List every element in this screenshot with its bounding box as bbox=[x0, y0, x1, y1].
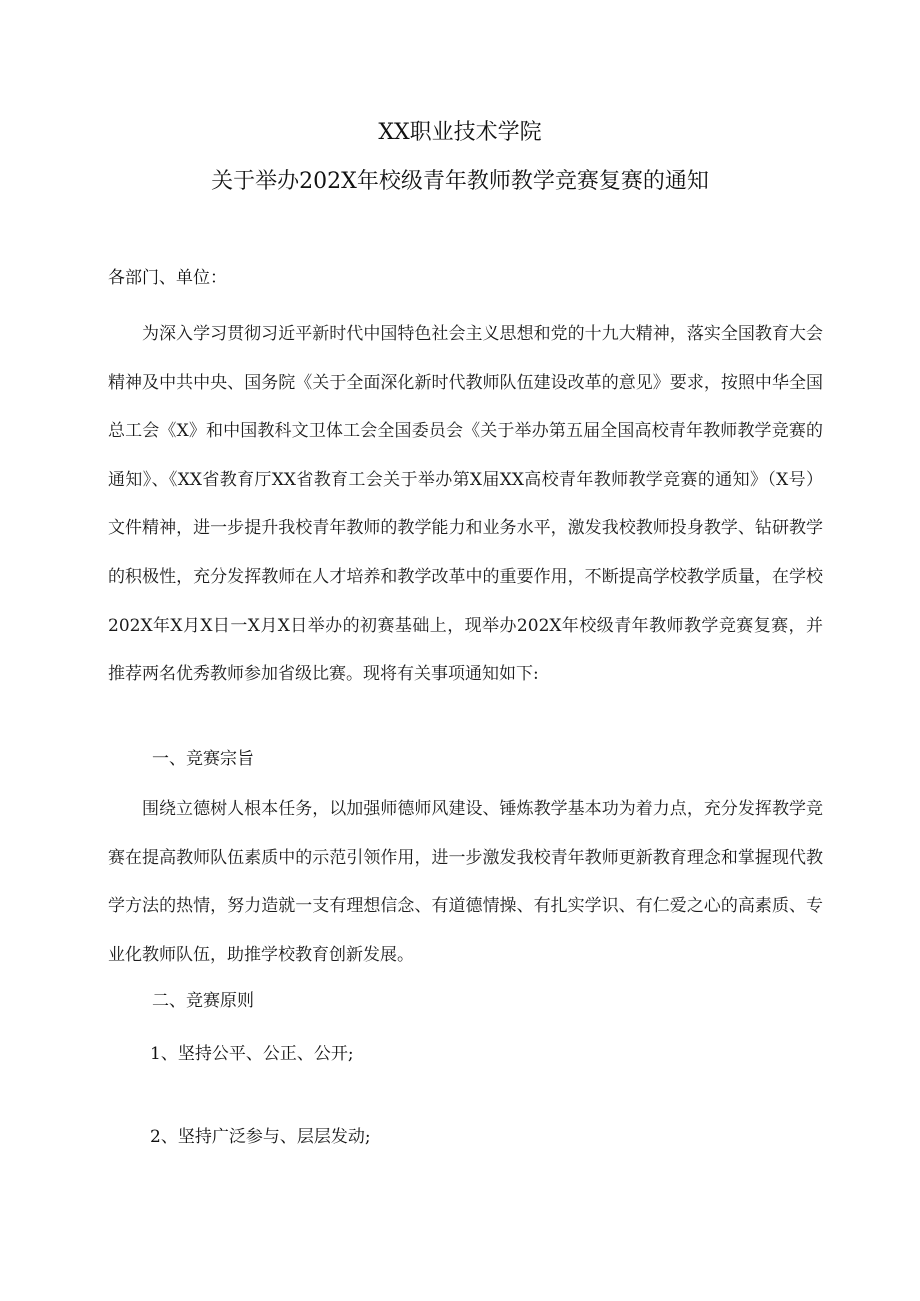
section-heading-principles: 二、竞赛原则 bbox=[152, 991, 254, 1011]
principle-item-1: 1、坚持公平、公正、公开; bbox=[150, 1044, 354, 1064]
paragraph-purpose bbox=[108, 785, 823, 979]
principle-item-2: 2、坚持广泛参与、层层发动; bbox=[150, 1127, 371, 1147]
document-title-institution: XX职业技术学院 bbox=[378, 120, 542, 145]
document-title-notice: 关于举办202X年校级青年教师教学竞赛复赛的通知 bbox=[211, 169, 709, 194]
paragraph-purpose-text: 围绕立德树人根本任务，以加强师德师风建设、锤炼教学基本功为着力点，充分发挥教学竞赛在提高教师队伍素质中的示范引领作用，进一步激发我校青年教师更新教育理念和掌握现代教学方法的热情，努力造就一支有理想信念、有道德情操、有扎实学识、有仁爱之心的高素质、专业化教师队伍，助推学校教育创新发展。 bbox=[108, 799, 823, 965]
paragraph-background bbox=[108, 310, 823, 699]
section-heading-purpose: 一、竞赛宗旨 bbox=[152, 749, 254, 769]
paragraph-background-text: 为深入学习贯彻习近平新时代中国特色社会主义思想和党的十九大精神，落实全国教育大会精神及中共中央、国务院《关于全面深化新时代教师队伍建设改革的意见》要求，按照中华全国总工会《X》和中国教科文卫体工会全国委员会《关于举办第五届全国高校青年教师教学竞赛的通知》、《XX省教育厅XX省教育工会关于举办第X届XX高校青年教师教学竞赛的通知》（X号）文件精神，进一步提升我校青年教师的教学能力和业务水平，激发我校教师投身教学、钻研教学的积极性，充分发挥教师在人才培养和教学改革中的重要作用，不断提高学校教学质量，在学校202X年X月X日一X月X日举办的初赛基础上，现举办202X年校级青年教师教学竞赛复赛，并推荐两名优秀教师参加省级比赛。现将有关事项通知如下: bbox=[108, 324, 823, 685]
salutation: 各部门、单位： bbox=[108, 268, 227, 288]
